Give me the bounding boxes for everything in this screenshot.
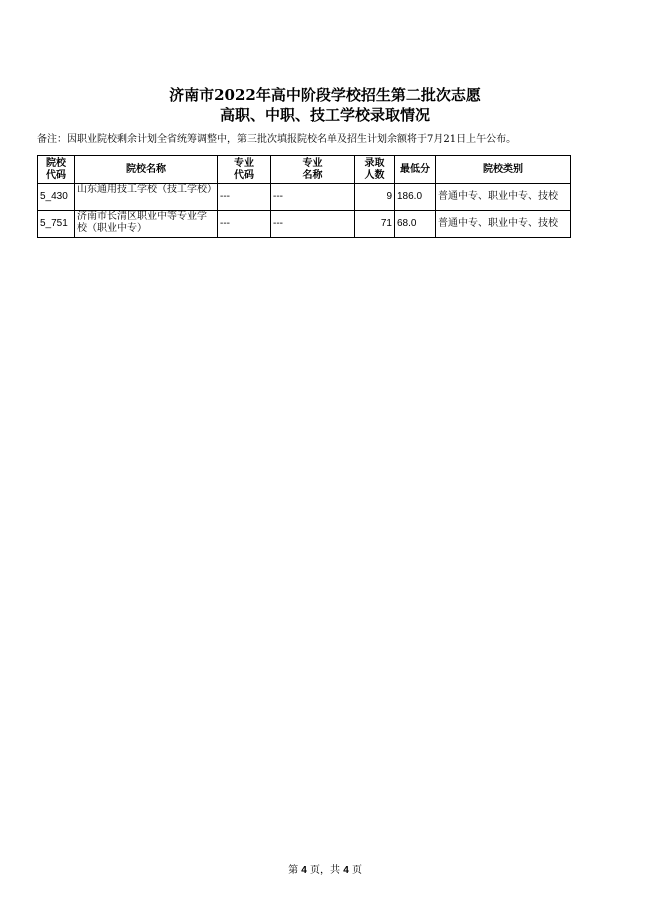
header-major-name-line2: 名称 — [302, 169, 323, 181]
page-footer — [0, 864, 650, 878]
header-major-code-line2: 代码 — [234, 169, 254, 181]
header-major-name — [271, 156, 355, 184]
cell-major-code: --- — [218, 184, 271, 211]
document-title-line2: 高职、中职、技工学校录取情况 — [219, 106, 430, 124]
document-title-line1: 济南市2022年高中阶段学校招生第二批次志愿 — [169, 86, 481, 104]
cell-min-score: 68.0 — [395, 211, 436, 238]
footer-total-pages: 4 — [343, 865, 349, 876]
cell-school-name: 山东通用技工学校（技工学校） — [75, 184, 218, 211]
admission-table — [37, 155, 571, 238]
header-school-code-line1: 院校 — [46, 157, 66, 169]
table-header-row — [38, 156, 571, 184]
table-row — [38, 211, 571, 238]
cell-school-type: 普通中专、职业中专、技校 — [436, 184, 571, 211]
header-major-name-line1: 专业 — [302, 157, 323, 169]
cell-school-type: 普通中专、职业中专、技校 — [436, 211, 571, 238]
header-major-code-line1: 专业 — [234, 157, 254, 169]
footer-suffix: 页 — [351, 865, 362, 876]
header-school-name: 院校名称 — [75, 156, 218, 184]
header-admitted — [355, 156, 395, 184]
cell-major-name: --- — [271, 211, 355, 238]
header-admitted-line2: 人数 — [364, 169, 385, 181]
cell-min-score: 186.0 — [395, 184, 436, 211]
cell-major-code: --- — [218, 211, 271, 238]
cell-school-code: 5_751 — [38, 211, 75, 238]
cell-major-name: --- — [271, 184, 355, 211]
header-school-code-line2: 代码 — [46, 169, 66, 181]
header-school-type: 院校类别 — [436, 156, 571, 184]
header-min-score: 最低分 — [395, 156, 436, 184]
note-text: 备注：因职业院校剩余计划全省统筹调整中，第三批次填报院校名单及招生计划余额将于7月21日上午公布。 — [37, 134, 517, 145]
cell-school-name: 济南市长清区职业中等专业学校（职业中专） — [75, 211, 218, 238]
header-admitted-line1: 录取 — [364, 157, 385, 169]
footer-page-number: 4 — [301, 865, 307, 876]
cell-school-code: 5_430 — [38, 184, 75, 211]
cell-admitted: 71 — [355, 211, 395, 238]
header-school-code — [38, 156, 75, 184]
footer-mid: 页，共 — [310, 865, 340, 876]
header-major-code — [218, 156, 271, 184]
footer-prefix: 第 — [288, 865, 299, 876]
table-row — [38, 184, 571, 211]
cell-admitted: 9 — [355, 184, 395, 211]
